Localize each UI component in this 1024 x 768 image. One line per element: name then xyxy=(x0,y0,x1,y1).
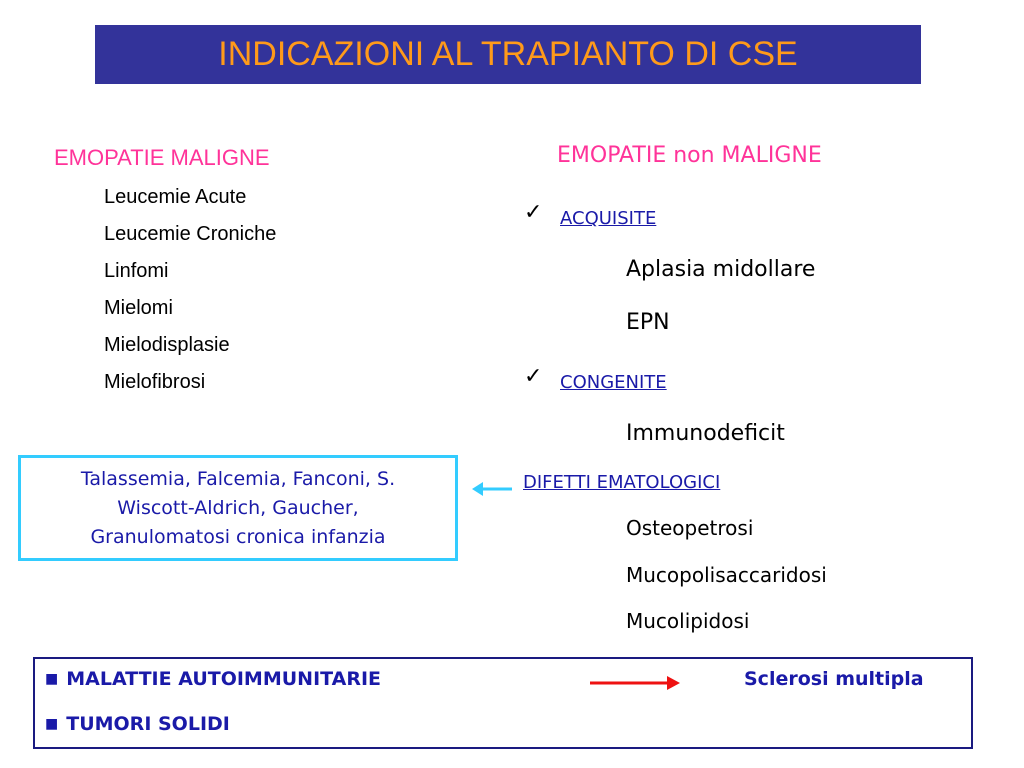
left-arrow-icon xyxy=(470,479,514,499)
difetti-label: DIFETTI EMATOLOGICI xyxy=(523,472,721,493)
difetti-item: Mucopolisaccaridosi xyxy=(626,563,827,587)
checkmark-icon: ✓ xyxy=(524,200,543,225)
acquisite-label: ACQUISITE xyxy=(560,208,657,229)
acquisite-item: Aplasia midollare xyxy=(626,257,816,282)
right-arrow-icon xyxy=(588,673,682,693)
autoimmune-label: MALATTIE AUTOIMMUNITARIE xyxy=(66,668,382,690)
left-item: Leucemie Croniche xyxy=(104,223,277,245)
slide-title: INDICAZIONI AL TRAPIANTO DI CSE xyxy=(218,35,798,73)
autoimmune-example: Sclerosi multipla xyxy=(744,668,924,690)
tumors-row xyxy=(45,713,230,735)
left-heading: EMOPATIE MALIGNE xyxy=(54,145,270,170)
congenite-item: Immunodeficit xyxy=(626,421,785,446)
title-bar xyxy=(95,25,921,84)
left-item: Mielodisplasie xyxy=(104,334,230,356)
left-item: Leucemie Acute xyxy=(104,186,247,208)
acquisite-item: EPN xyxy=(626,310,670,335)
conditions-box xyxy=(18,455,458,561)
congenite-label: CONGENITE xyxy=(560,372,667,393)
conditions-line: Granulomatosi cronica infanzia xyxy=(90,525,386,548)
left-item: Mielofibrosi xyxy=(104,371,206,393)
difetti-item: Osteopetrosi xyxy=(626,516,754,540)
autoimmune-row xyxy=(45,668,381,690)
conditions-line: Talassemia, Falcemia, Fanconi, S. xyxy=(80,467,396,490)
right-heading: EMOPATIE non MALIGNE xyxy=(557,143,822,168)
checkmark-icon: ✓ xyxy=(524,364,543,389)
square-bullet-icon: ■ xyxy=(45,716,59,732)
difetti-item: Mucolipidosi xyxy=(626,609,750,633)
conditions-line: Wiscott-Aldrich, Gaucher, xyxy=(117,496,359,519)
square-bullet-icon: ■ xyxy=(45,671,59,687)
left-item: Mielomi xyxy=(104,297,173,319)
left-item: Linfomi xyxy=(104,260,169,282)
tumors-label: TUMORI SOLIDI xyxy=(66,713,230,735)
